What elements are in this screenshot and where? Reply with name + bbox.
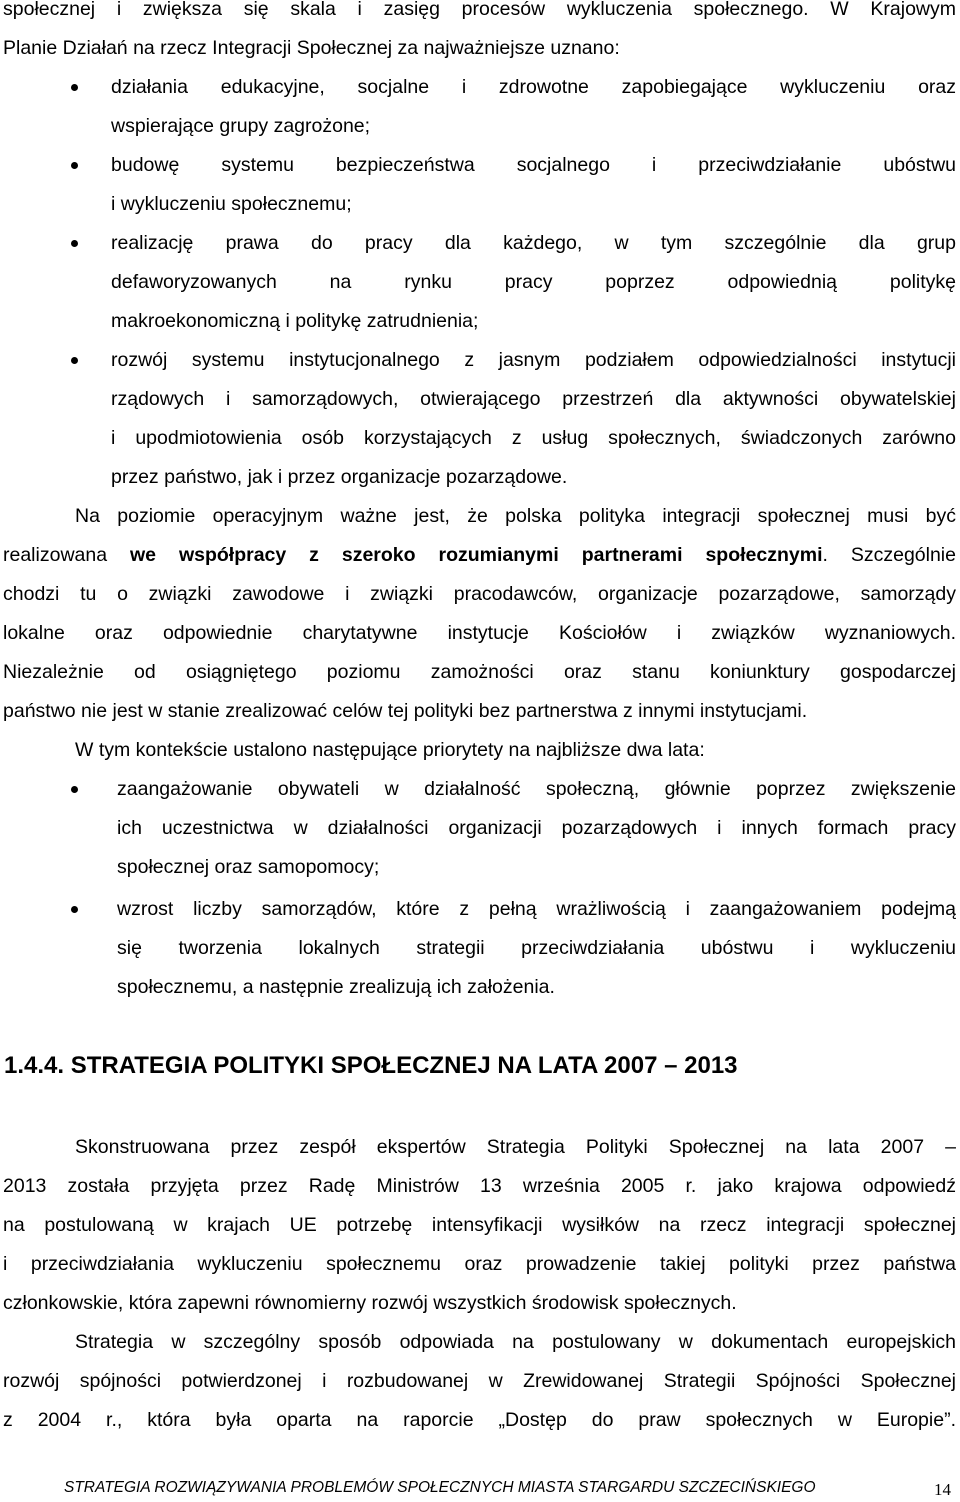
body-text-line: Strategia w szczególny sposób odpowiada na postulowany w dokumentach europejskich <box>75 1331 956 1353</box>
list-item-line: makroekonomiczną i politykę zatrudnienia; <box>111 310 479 332</box>
body-text-line <box>3 536 956 575</box>
list-item-line: rządowych i samorządowych, otwierającego przestrzeń dla aktywności obywatelskiej <box>111 388 956 410</box>
list-item-line: społecznej oraz samopomocy; <box>117 856 380 878</box>
body-text-line: Skonstruowana przez zespół ekspertów Strategia Polityki Społecznej na lata 2007 – <box>75 1136 956 1158</box>
list-item-line: się tworzenia lokalnych strategii przeciwdziałania ubóstwu i wykluczeniu <box>117 937 956 959</box>
bullet-icon <box>71 786 78 793</box>
text-run: . Szczególnie <box>822 544 956 566</box>
page-number: 14 <box>934 1480 951 1499</box>
list-item-line: ich uczestnictwa w działalności organizacji pozarządowych i innych formach pracy <box>117 817 956 839</box>
bullet-icon <box>71 162 78 169</box>
body-text-line: W tym kontekście ustalono następujące priorytety na najbliższe dwa lata: <box>75 739 705 761</box>
list-item-line: społecznemu, a następnie zrealizują ich założenia. <box>117 976 555 998</box>
list-item-line: i wykluczeniu społecznemu; <box>111 193 352 215</box>
text-run: realizowana <box>3 544 130 566</box>
body-text-line: chodzi tu o związki zawodowe i związki pracodawców, organizacje pozarządowe, samorządy <box>3 583 956 605</box>
body-text-line: 2013 została przyjęta przez Radę Ministrów 13 września 2005 r. jako krajowa odpowiedź <box>3 1175 956 1197</box>
body-text-line: i przeciwdziałania wykluczeniu społecznemu oraz prowadzenie takiej polityki przez państwa <box>3 1253 956 1275</box>
list-item-line: realizację prawa do pracy dla każdego, w tym szczególnie dla grup <box>111 232 956 254</box>
list-item-line: działania edukacyjne, socjalne i zdrowotne zapobiegające wykluczeniu oraz <box>111 76 956 98</box>
emphasis-text: we współpracy z szeroko rozumianymi partnerami społecznymi <box>130 544 823 566</box>
body-text-line: na postulowaną w krajach UE potrzebę intensyfikacji wysiłków na rzecz integracji społecznej <box>3 1214 956 1236</box>
bullet-icon <box>71 240 78 247</box>
list-item-line: i upodmiotowienia osób korzystających z usług społecznych, świadczonych zarówno <box>111 427 956 449</box>
body-text-line: członkowskie, która zapewni równomierny rozwój wszystkich środowisk społecznych. <box>3 1292 737 1314</box>
list-item-line: przez państwo, jak i przez organizacje pozarządowe. <box>111 466 568 488</box>
body-text-line: społecznej i zwiększa się skala i zasięg procesów wykluczenia społecznego. W Krajowym <box>3 0 956 20</box>
list-item-line: budowę systemu bezpieczeństwa socjalnego i przeciwdziałanie ubóstwu <box>111 154 956 176</box>
body-text-line: rozwój spójności potwierdzonej i rozbudowanej w Zrewidowanej Strategii Spójności Społecznej <box>3 1370 956 1392</box>
bullet-icon <box>71 84 78 91</box>
body-text-line: państwo nie jest w stanie zrealizować celów tej polityki bez partnerstwa z innymi instytucjami. <box>3 700 808 722</box>
body-text-line: Na poziomie operacyjnym ważne jest, że polska polityka integracji społecznej musi być <box>75 505 956 527</box>
list-item-line: rozwój systemu instytucjonalnego z jasnym podziałem odpowiedzialności instytucji <box>111 349 956 371</box>
footer-title: STRATEGIA ROZWIĄZYWANIA PROBLEMÓW SPOŁECZNYCH MIASTA STARGARDU SZCZECIŃSKIEGO <box>64 1479 816 1496</box>
list-item-line: wspierające grupy zagrożone; <box>111 115 371 137</box>
body-text-line: lokalne oraz odpowiednie charytatywne instytucje Kościołów i związków wyznaniowych. <box>3 622 956 644</box>
body-text-line: z 2004 r., która była oparta na raporcie „Dostęp do praw społecznych w Europie”. <box>3 1409 956 1431</box>
bullet-icon <box>71 906 78 913</box>
body-text-line: Niezależnie od osiągniętego poziomu zamożności oraz stanu koniunktury gospodarczej <box>3 661 956 683</box>
body-text-line: Planie Działań na rzecz Integracji Społecznej za najważniejsze uznano: <box>3 37 620 59</box>
bullet-icon <box>71 357 78 364</box>
section-heading: 1.4.4. STRATEGIA POLITYKI SPOŁECZNEJ NA LATA 2007 – 2013 <box>4 1052 738 1079</box>
list-item-line: defaworyzowanych na rynku pracy poprzez odpowiednią politykę <box>111 271 956 293</box>
list-item-line: wzrost liczby samorządów, które z pełną wrażliwością i zaangażowaniem podejmą <box>117 898 956 920</box>
list-item-line: zaangażowanie obywateli w działalność społeczną, głównie poprzez zwiększenie <box>117 778 956 800</box>
